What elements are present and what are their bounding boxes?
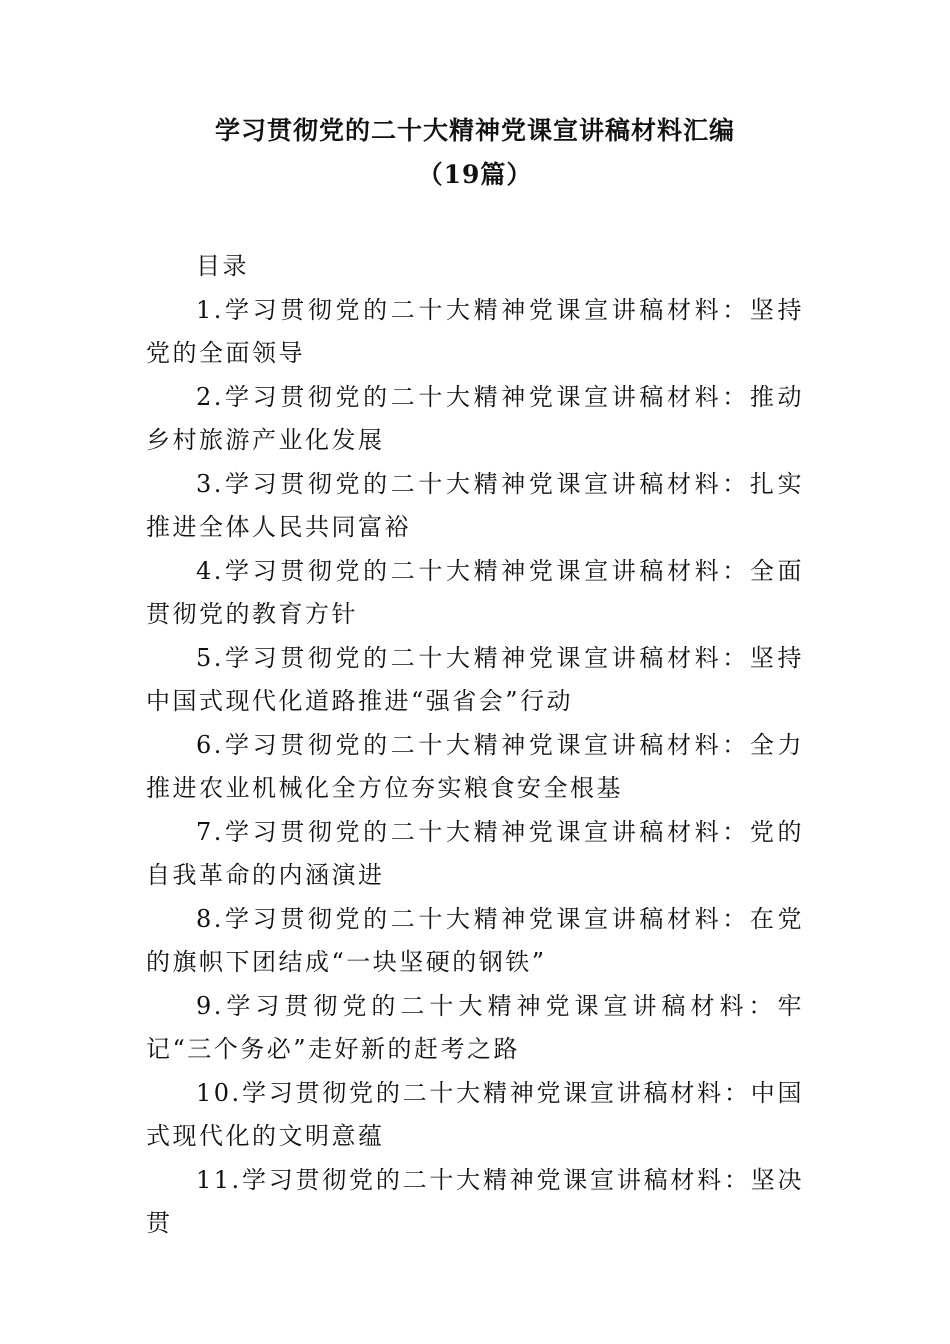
toc-item-3: 3.学习贯彻党的二十大精神党课宣讲稿材料：扎实推进全体人民共同富裕 xyxy=(146,469,804,541)
toc-item-11: 11.学习贯彻党的二十大精神党课宣讲稿材料：坚决贯 xyxy=(146,1165,804,1237)
toc-item-4: 4.学习贯彻党的二十大精神党课宣讲稿材料：全面贯彻党的教育方针 xyxy=(146,556,804,628)
toc-item-6: 6.学习贯彻党的二十大精神党课宣讲稿材料：全力推进农业机械化全方位夯实粮食安全根基 xyxy=(146,730,804,802)
toc-item-5: 5.学习贯彻党的二十大精神党课宣讲稿材料：坚持中国式现代化道路推进“强省会”行动 xyxy=(146,643,804,715)
toc-item-1: 1.学习贯彻党的二十大精神党课宣讲稿材料：坚持党的全面领导 xyxy=(146,295,804,367)
toc-item-10: 10.学习贯彻党的二十大精神党课宣讲稿材料：中国式现代化的文明意蕴 xyxy=(146,1078,804,1150)
toc-item-9: 9.学习贯彻党的二十大精神党课宣讲稿材料：牢记“三个务必”走好新的赶考之路 xyxy=(146,991,804,1063)
toc-item-8: 8.学习贯彻党的二十大精神党课宣讲稿材料：在党的旗帜下团结成“一块坚硬的钢铁” xyxy=(146,904,804,976)
toc-item-7: 7.学习贯彻党的二十大精神党课宣讲稿材料：党的自我革命的内涵演进 xyxy=(146,817,804,889)
table-of-contents xyxy=(146,245,804,1246)
document-title: 学习贯彻党的二十大精神党课宣讲稿材料汇编 xyxy=(214,116,735,145)
toc-heading: 目录 xyxy=(196,252,249,280)
toc-item-2: 2.学习贯彻党的二十大精神党课宣讲稿材料：推动乡村旅游产业化发展 xyxy=(146,382,804,454)
document-subtitle: （19篇） xyxy=(417,160,533,189)
